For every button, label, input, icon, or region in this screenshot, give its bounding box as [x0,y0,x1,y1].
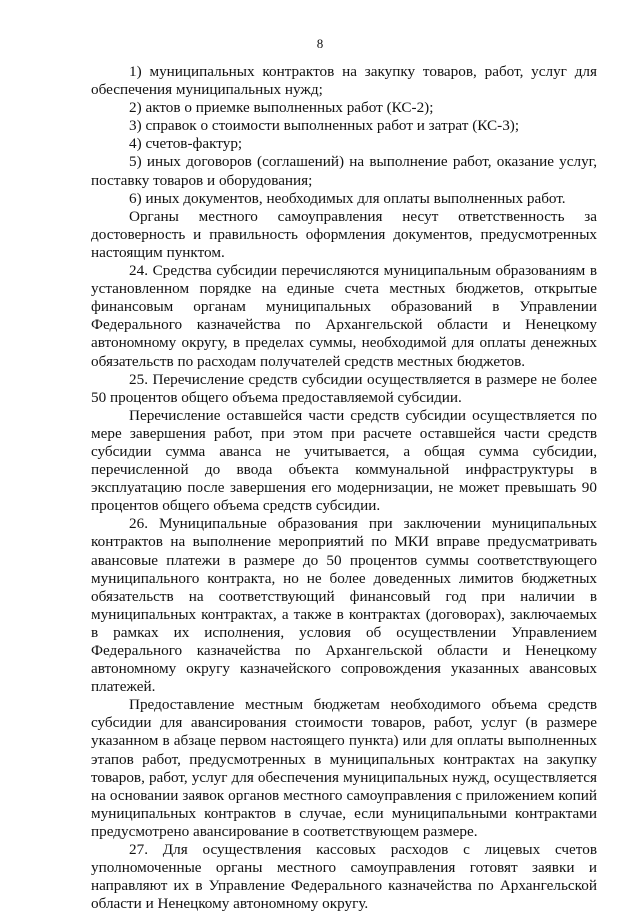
list-item-contracts: 1) муниципальных контрактов на закупку товаров, работ, услуг для обеспечения муниципальных нужд; [91,63,597,99]
paragraph-clause-26: 26. Муниципальные образования при заключении муниципальных контрактов на выполнение мероприятий по МКИ вправе предусматривать авансовые платежи в размере до 50 процентов суммы соответствующего муниципального контракта, но не более доведенных лимитов бюджетных обязательств на соответствующий финансовый год при наличии в муниципальных контрактах, а также в контрактах (договорах), заключаемых в рамках их исполнения, условия об осуществлении Управлением Федерального казначейства по Архангельской области и Ненецкому автономному округу казначейского сопровождения указанных авансовых платежей. [91,515,597,696]
paragraph-remaining-transfer: Перечисление оставшейся части средств субсидии осуществляется по мере завершения работ, при этом при расчете оставшейся части средств субсидии сумма аванса не учитывается, а общая сумма субсидии, перечисленной до ввода объекта коммунальной инфраструктуры в эксплуатацию после завершения его модернизации, не может превышать 90 процентов общего объема средств субсидии. [91,406,597,515]
paragraph-advance-provision: Предоставление местным бюджетам необходимого объема средств субсидии для авансирования стоимости товаров, работ, услуг (в размере указанном в абзаце первом настоящего пункта) или для оплаты выполненных этапов работ, предусмотренных в муниципальных контрактах на закупку товаров, работ, услуг для обеспечения муниципальных нужд, осуществляется на основании заявок органов местного самоуправления с приложением копий муниципальных контрактов в случае, если муниципальными контрактами предусмотрено авансирование в соответствующем размере. [91,696,597,840]
list-item-other-documents: 6) иных документов, необходимых для оплаты выполненных работ. [129,189,566,207]
list-item-acts: 2) актов о приемке выполненных работ (КС-2); [129,99,434,117]
paragraph-responsibility: Органы местного самоуправления несут ответственность за достоверность и правильность оформления документов, предусмотренных настоящим пунктом. [91,207,597,261]
paragraph-clause-25: 25. Перечисление средств субсидии осуществляется в размере не более 50 процентов общего объема предоставляемой субсидии. [91,370,597,406]
document-body [91,63,597,913]
list-item-cost-certificates: 3) справок о стоимости выполненных работ и затрат (КС-3); [129,117,520,135]
page-number: 8 [316,36,324,51]
paragraph-clause-27: 27. Для осуществления кассовых расходов с лицевых счетов уполномоченные органы местного самоуправления готовят заявки и направляют их в Управление Федерального казначейства по Архангельской области и Ненецкому автономному округу. [91,841,597,913]
paragraph-clause-24: 24. Средства субсидии перечисляются муниципальным образованиям в установленном порядке на единые счета местных бюджетов, открытые финансовым органам муниципальных образований в Управлении Федерального казначейства по Архангельской области и Ненецкому автономному округу, в пределах суммы, необходимой для оплаты денежных обязательств по расходам получателей средств местных бюджетов. [91,262,597,370]
list-item-other-agreements: 5) иных договоров (соглашений) на выполнение работ, оказание услуг, поставку товаров и оборудования; [91,153,597,189]
list-item-invoices: 4) счетов-фактур; [129,135,243,153]
